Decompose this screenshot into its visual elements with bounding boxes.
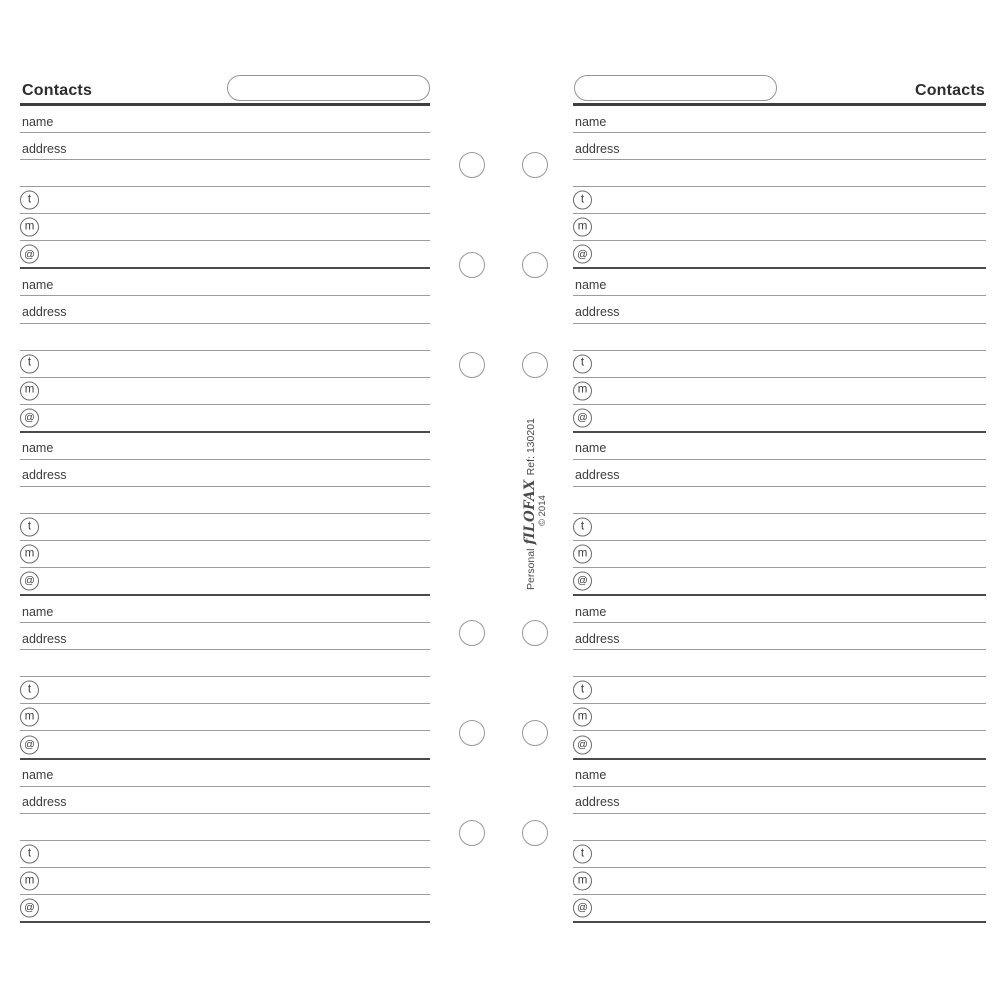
telephone-icon: t [20,681,39,700]
telephone-row [573,187,986,214]
mobile-icon: m [20,708,39,727]
email-row [20,241,430,269]
address-row [573,460,986,487]
email-icon: @ [573,898,592,917]
name-label: name [575,768,607,783]
size-label: Personal [525,548,537,590]
telephone-row [20,841,430,868]
address-row [20,787,430,814]
email-icon: @ [20,572,39,591]
contact-entry-block [573,760,986,923]
mobile-row [573,704,986,731]
right-page-blocks [573,106,986,923]
telephone-row [20,351,430,378]
mobile-icon: m [20,871,39,890]
mobile-row [573,868,986,895]
name-label: name [22,277,54,292]
mobile-row [20,378,430,405]
name-row [573,596,986,623]
address-label: address [575,141,620,156]
ref-number: Ref: 130201 [525,418,537,476]
address-extra-row [20,324,430,351]
name-row [20,760,430,787]
telephone-icon: t [20,844,39,863]
telephone-icon: t [20,354,39,373]
name-label: name [22,114,54,129]
address-row [20,623,430,650]
address-label: address [575,631,620,646]
email-icon: @ [573,408,592,427]
telephone-row [20,677,430,704]
name-row [573,106,986,133]
mobile-icon: m [573,218,592,237]
name-row [573,760,986,787]
mobile-icon: m [573,708,592,727]
left-page [20,74,430,923]
address-extra-row [573,160,986,187]
address-row [20,460,430,487]
name-row [20,269,430,296]
punch-hole [459,620,485,646]
telephone-row [573,841,986,868]
contact-entry-block [20,433,430,596]
address-label: address [575,795,620,810]
address-label: address [22,795,67,810]
name-label: name [22,604,54,619]
telephone-icon: t [573,191,592,210]
address-row [573,787,986,814]
left-page-header [20,74,430,106]
punch-hole [522,252,548,278]
email-icon: @ [20,245,39,264]
index-tab-box [227,75,430,101]
address-extra-row [573,487,986,514]
email-row [573,895,986,923]
mobile-icon: m [573,871,592,890]
address-row [20,296,430,323]
address-label: address [22,305,67,320]
name-label: name [575,441,607,456]
address-extra-row [20,160,430,187]
name-label: name [575,277,607,292]
mobile-row [573,541,986,568]
telephone-icon: t [573,681,592,700]
name-label: name [22,441,54,456]
name-label: name [575,604,607,619]
email-icon: @ [573,735,592,754]
right-page-header [573,74,986,106]
contact-entry-block [20,760,430,923]
email-icon: @ [573,245,592,264]
telephone-icon: t [573,844,592,863]
mobile-icon: m [20,218,39,237]
email-icon: @ [573,572,592,591]
name-label: name [22,768,54,783]
address-row [573,133,986,160]
mobile-row [573,214,986,241]
mobile-row [20,214,430,241]
telephone-row [20,187,430,214]
punch-hole [459,352,485,378]
email-row [20,405,430,433]
email-icon: @ [20,735,39,754]
punch-hole [522,352,548,378]
telephone-icon: t [573,354,592,373]
telephone-row [20,514,430,541]
email-row [20,568,430,596]
name-row [573,433,986,460]
index-tab-box [574,75,777,101]
address-row [20,133,430,160]
email-row [20,895,430,923]
contact-entry-block [20,106,430,269]
name-row [20,106,430,133]
address-row [573,623,986,650]
punch-hole [459,152,485,178]
name-row [573,269,986,296]
name-row [20,433,430,460]
contact-entry-block [573,106,986,269]
punch-hole [522,152,548,178]
telephone-icon: t [573,518,592,537]
address-extra-row [20,487,430,514]
telephone-row [573,351,986,378]
contact-entry-block [20,269,430,432]
contact-entry-block [573,433,986,596]
telephone-row [573,514,986,541]
copyright-text: © 2014 [537,495,548,526]
mobile-row [573,378,986,405]
contact-entry-block [573,596,986,759]
right-page [573,74,986,923]
address-row [573,296,986,323]
punch-hole [522,820,548,846]
address-label: address [22,141,67,156]
email-row [573,568,986,596]
email-icon: @ [20,898,39,917]
address-extra-row [573,814,986,841]
mobile-row [20,868,430,895]
mobile-icon: m [20,545,39,564]
mobile-icon: m [573,545,592,564]
page-title: Contacts [914,82,985,99]
contact-entry-block [573,269,986,432]
punch-hole [459,252,485,278]
mobile-icon: m [573,381,592,400]
address-label: address [22,631,67,646]
address-label: address [22,468,67,483]
contact-entry-block [20,596,430,759]
mobile-row [20,541,430,568]
telephone-icon: t [20,191,39,210]
telephone-row [573,677,986,704]
punch-hole [522,720,548,746]
address-label: address [575,305,620,320]
address-extra-row [20,814,430,841]
name-label: name [575,114,607,129]
mobile-row [20,704,430,731]
address-extra-row [20,650,430,677]
email-row [20,731,430,759]
email-row [573,241,986,269]
address-extra-row [573,324,986,351]
left-page-blocks [20,106,430,923]
punch-hole [459,720,485,746]
mobile-icon: m [20,381,39,400]
email-row [573,731,986,759]
filofax-logo: fILOFAX [522,479,538,545]
email-icon: @ [20,408,39,427]
address-label: address [575,468,620,483]
email-row [573,405,986,433]
address-extra-row [573,650,986,677]
name-row [20,596,430,623]
spine-imprint [524,410,556,590]
punch-hole [459,820,485,846]
product-imprint-line [524,410,537,590]
page-title: Contacts [22,82,93,99]
telephone-icon: t [20,518,39,537]
punch-hole [522,620,548,646]
